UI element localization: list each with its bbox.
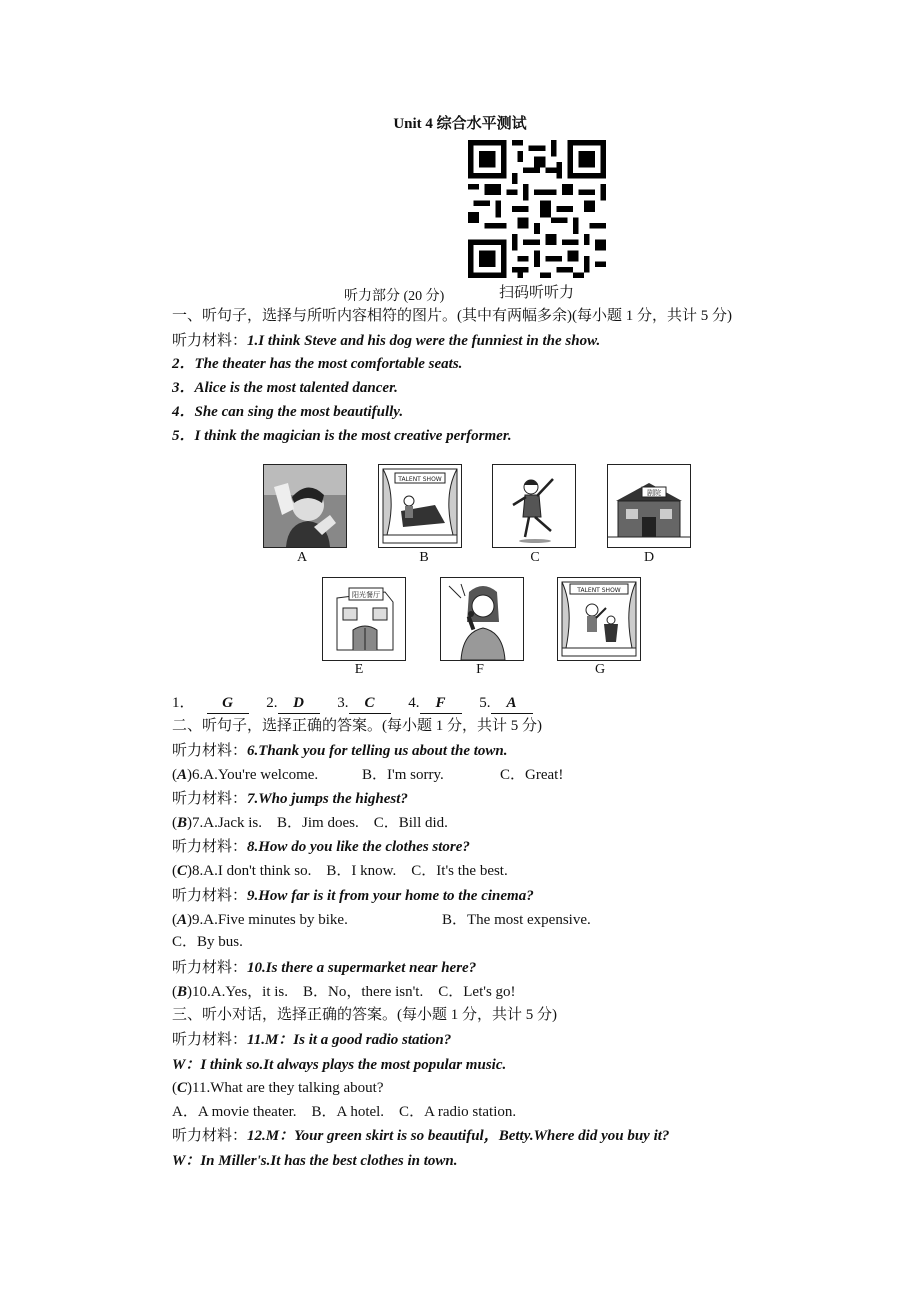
picture-label-b: B xyxy=(419,550,429,565)
talent-show-magician-icon xyxy=(557,577,641,661)
picture-label-c: C xyxy=(530,550,540,565)
listening-part-label: 听力部分 (20 分) xyxy=(344,289,445,304)
section1-heading: 一、听句子，选择与所听内容相符的图片。(其中有两幅多余)(每小题 1 分，共计 5 分) xyxy=(172,308,732,324)
picture-label-g: G xyxy=(594,662,606,677)
question-8: (C)8.A.I don't think so. B．I know. C．It's the best. xyxy=(172,863,508,879)
material-line-1: 听力材料：1.I think Steve and his dog were the funniest in the show. xyxy=(172,333,601,349)
material-line-8: 听力材料：8.How do you like the clothes store? xyxy=(172,839,470,855)
question-6: (A)6.A.You're welcome. B．I'm sorry. C．Great! xyxy=(172,767,564,783)
material-line-5: 5．I think the magician is the most creative performer. xyxy=(172,428,512,444)
material-line-12: 听力材料：12.M：Your green skirt is so beautiful，Betty.Where did you buy it? xyxy=(172,1128,670,1144)
qr-code-icon[interactable] xyxy=(468,140,606,278)
question-9-option-c: C．By bus. xyxy=(172,934,243,950)
answer-blank-1: G xyxy=(207,693,249,714)
dialogue-12-w: W：In Miller's.It has the best clothes in town. xyxy=(172,1153,458,1169)
question-9: (A)9.A.Five minutes by bike. B．The most expensive. xyxy=(172,912,591,928)
section3-heading: 三、听小对话，选择正确的答案。(每小题 1 分，共计 5 分) xyxy=(172,1007,557,1023)
answer-blank-2: D xyxy=(278,693,320,714)
answers-row: 1． G 2. D 3. C 4. F 5. A xyxy=(172,693,533,714)
question-11: (C)11.What are they talking about? xyxy=(172,1080,384,1096)
svg-text:阳光餐厅: 阳光餐厅 xyxy=(352,591,380,599)
svg-text:TALENT SHOW: TALENT SHOW xyxy=(398,476,442,483)
material-line-11: 听力材料：11.M：Is it a good radio station? xyxy=(172,1032,452,1048)
restaurant-building-icon xyxy=(322,577,406,661)
material-line-6: 听力材料：6.Thank you for telling us about the town. xyxy=(172,743,508,759)
answer-blank-4: F xyxy=(420,693,462,714)
woman-singer-icon xyxy=(440,577,524,661)
svg-text:TALENT SHOW: TALENT SHOW xyxy=(577,587,621,594)
picture-label-e: E xyxy=(354,662,364,677)
material-line-9: 听力材料：9.How far is it from your home to the cinema? xyxy=(172,888,534,904)
answer-blank-3: C xyxy=(349,693,391,714)
picture-label-f: F xyxy=(476,662,484,677)
theater-building-icon xyxy=(607,464,691,548)
svg-text:剧院: 剧院 xyxy=(647,489,661,497)
material-line-10: 听力材料：10.Is there a supermarket near here? xyxy=(172,960,477,976)
qr-caption: 扫码听听力 xyxy=(499,283,575,301)
question-11-options: A．A movie theater. B．A hotel. C．A radio station. xyxy=(172,1104,517,1120)
material-line-7: 听力材料：7.Who jumps the highest? xyxy=(172,791,408,807)
picture-label-a: A xyxy=(296,550,308,565)
material-line-4: 4．She can sing the most beautifully. xyxy=(172,404,404,420)
page-title: Unit 4 综合水平测试 xyxy=(393,116,527,132)
question-7: (B)7.A.Jack is. B．Jim does. C．Bill did. xyxy=(172,815,448,831)
answer-blank-5: A xyxy=(491,693,533,714)
material-line-3: 3．Alice is the most talented dancer. xyxy=(172,380,398,396)
dancer-icon xyxy=(492,464,576,548)
section2-heading: 二、听句子，选择正确的答案。(每小题 1 分，共计 5 分) xyxy=(172,718,542,734)
dialogue-11-w: W：I think so.It always plays the most popular music. xyxy=(172,1057,507,1073)
talent-show-piano-stage-icon xyxy=(378,464,462,548)
material-line-2: 2．The theater has the most comfortable seats. xyxy=(172,356,463,372)
man-portrait-photo-icon xyxy=(263,464,347,548)
picture-label-d: D xyxy=(643,550,655,565)
question-10: (B)10.A.Yes，it is. B．No，there isn't. C．Let's go! xyxy=(172,984,516,1000)
